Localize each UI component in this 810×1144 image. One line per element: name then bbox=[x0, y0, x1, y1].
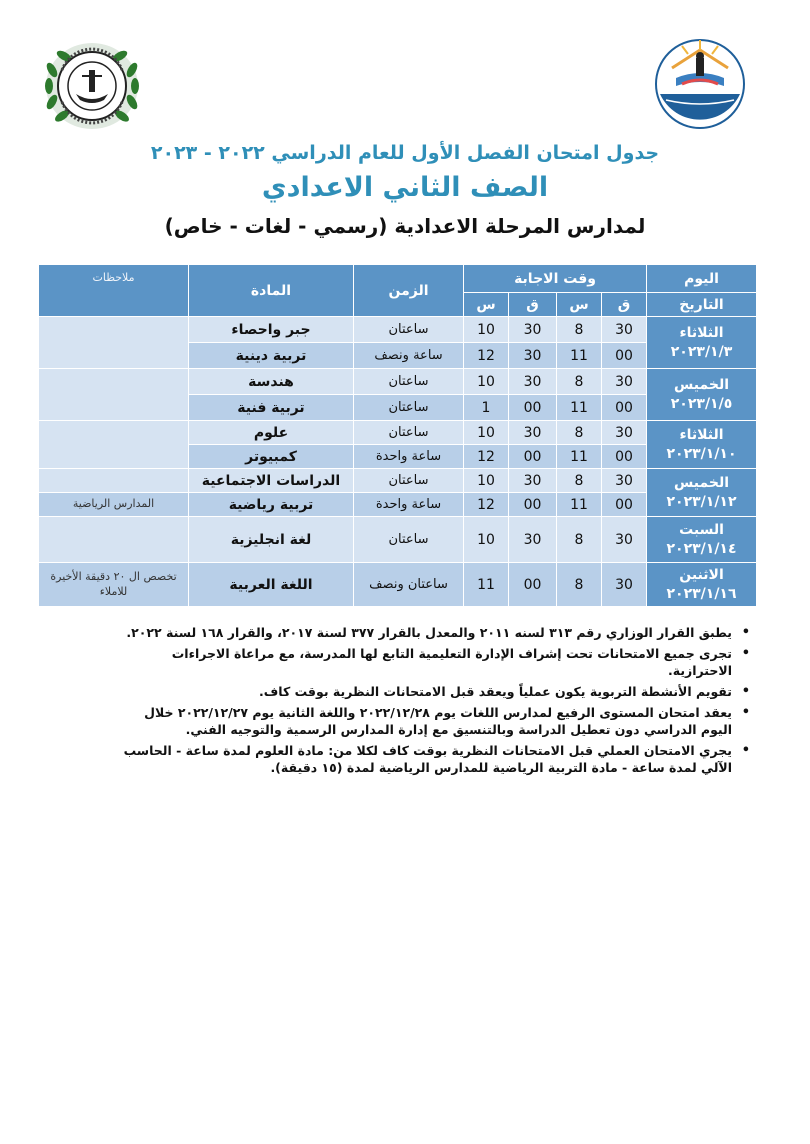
table-cell: 11 bbox=[464, 563, 509, 607]
table-cell: 10 bbox=[464, 469, 509, 493]
subject-cell: الدراسات الاجتماعية bbox=[189, 469, 354, 493]
duration-cell: ساعتان ونصف bbox=[354, 563, 464, 607]
table-cell: 12 bbox=[464, 493, 509, 517]
table-cell: 8 bbox=[557, 469, 602, 493]
table-cell: 8 bbox=[557, 317, 602, 343]
duration-cell: ساعة ونصف bbox=[354, 343, 464, 369]
list-item bbox=[110, 683, 750, 700]
table-cell: 30 bbox=[509, 343, 557, 369]
table-cell: 00 bbox=[602, 343, 647, 369]
duration-header: الزمن bbox=[354, 265, 464, 317]
day-cell: الثلاثاء ٢٠٢٣/١/١٠ bbox=[647, 421, 757, 469]
table-cell: 11 bbox=[557, 493, 602, 517]
table-cell: 00 bbox=[602, 493, 647, 517]
notes-header: ملاحظات bbox=[39, 265, 189, 317]
table-cell: 30 bbox=[602, 369, 647, 395]
subject-header: المادة bbox=[189, 265, 354, 317]
table-cell: 30 bbox=[602, 469, 647, 493]
note-cell: المدارس الرياضية bbox=[39, 493, 189, 517]
schools-subtitle: لمدارس المرحلة الاعدادية (رسمي - لغات - خاص) bbox=[164, 214, 646, 238]
bullet-icon: • bbox=[741, 705, 750, 720]
note-cell: تخصص ال ٢٠ دقيقة الأخيرة للاملاء bbox=[39, 563, 189, 607]
table-cell: 00 bbox=[509, 445, 557, 469]
grade-title: الصف الثاني الاعدادي bbox=[261, 172, 549, 203]
table-cell: 30 bbox=[509, 421, 557, 445]
table-cell: 10 bbox=[464, 517, 509, 563]
table-cell: 12 bbox=[464, 445, 509, 469]
exam-schedule-title: جدول امتحان الفصل الأول للعام الدراسي ٢٠٢٢ - ٢٠٢٣ bbox=[150, 142, 660, 164]
table-cell: 11 bbox=[557, 343, 602, 369]
list-item bbox=[110, 704, 750, 738]
table-cell: 30 bbox=[509, 469, 557, 493]
table-cell: 1 bbox=[464, 395, 509, 421]
subject-cell: اللغة العربية bbox=[189, 563, 354, 607]
subject-cell: هندسة bbox=[189, 369, 354, 395]
col-header-q2: ق bbox=[509, 293, 557, 317]
duration-cell: ساعتان bbox=[354, 317, 464, 343]
subject-cell: علوم bbox=[189, 421, 354, 445]
table-row bbox=[39, 317, 757, 343]
col-header-s2: س bbox=[464, 293, 509, 317]
duration-cell: ساعتان bbox=[354, 421, 464, 445]
note-cell bbox=[39, 469, 189, 493]
table-cell: 8 bbox=[557, 563, 602, 607]
answer-time-header: وقت الاجابة bbox=[464, 265, 647, 293]
table-cell: 00 bbox=[509, 563, 557, 607]
subject-cell: تربية رياضية bbox=[189, 493, 354, 517]
table-cell: 00 bbox=[602, 395, 647, 421]
duration-cell: ساعة واحدة bbox=[354, 445, 464, 469]
col-header-s1: س bbox=[557, 293, 602, 317]
note-text: تجرى جميع الامتحانات تحت إشراف الإدارة التعليمية التابع لها المدرسة، مع مراعاة الاجراءات الاحترازية. bbox=[171, 646, 732, 678]
note-text: تقويم الأنشطة التربوية يكون عملياً ويعقد قبل الامتحانات النظرية بوقت كاف. bbox=[258, 684, 732, 699]
table-cell: 10 bbox=[464, 317, 509, 343]
governorate-seal-logo bbox=[42, 40, 142, 132]
subject-cell: كمبيوتر bbox=[189, 445, 354, 469]
duration-cell: ساعتان bbox=[354, 369, 464, 395]
table-row bbox=[39, 369, 757, 395]
duration-cell: ساعتان bbox=[354, 469, 464, 493]
table-cell: 11 bbox=[557, 445, 602, 469]
exam-schedule-table bbox=[38, 264, 757, 607]
day-cell: الخميس ٢٠٢٣/١/١٢ bbox=[647, 469, 757, 517]
table-cell: 00 bbox=[509, 395, 557, 421]
table-row bbox=[39, 517, 757, 563]
bullet-icon: • bbox=[741, 625, 750, 640]
bullet-icon: • bbox=[741, 684, 750, 699]
table-cell: 00 bbox=[602, 445, 647, 469]
notes-list bbox=[110, 624, 750, 780]
day-cell: الاثنين ٢٠٢٣/١/١٦ bbox=[647, 563, 757, 607]
subject-cell: تربية فنية bbox=[189, 395, 354, 421]
note-cell bbox=[39, 421, 189, 469]
table-row bbox=[39, 563, 757, 607]
table-cell: 30 bbox=[602, 563, 647, 607]
day-cell: الثلاثاء ٢٠٢٣/١/٣ bbox=[647, 317, 757, 369]
list-item bbox=[110, 645, 750, 679]
date-header: التاريخ bbox=[647, 293, 757, 317]
table-cell: 8 bbox=[557, 421, 602, 445]
table-cell: 30 bbox=[602, 317, 647, 343]
bullet-icon: • bbox=[741, 646, 750, 661]
day-cell: الخميس ٢٠٢٣/١/٥ bbox=[647, 369, 757, 421]
table-cell: 30 bbox=[509, 369, 557, 395]
table-cell: 11 bbox=[557, 395, 602, 421]
table-row bbox=[39, 469, 757, 493]
duration-cell: ساعة واحدة bbox=[354, 493, 464, 517]
table-cell: 12 bbox=[464, 343, 509, 369]
col-header-q1: ق bbox=[602, 293, 647, 317]
day-header: اليوم bbox=[647, 265, 757, 293]
table-cell: 30 bbox=[602, 517, 647, 563]
education-directorate-logo bbox=[652, 38, 748, 130]
table-cell: 30 bbox=[602, 421, 647, 445]
list-item bbox=[110, 624, 750, 641]
subject-cell: لغة انجليزية bbox=[189, 517, 354, 563]
table-cell: 8 bbox=[557, 517, 602, 563]
bullet-icon: • bbox=[741, 743, 750, 758]
subject-cell: تربية دينية bbox=[189, 343, 354, 369]
note-text: يعقد امتحان المستوى الرفيع لمدارس اللغات يوم ٢٠٢٢/١٢/٢٨ واللغة الثانية يوم ٢٠٢٢/١٢/٢٧ خلال اليوم الدراسي دون تعطيل الدراسة وبالتنسيق مع إدارة المدارس الرسمية والتوجيه الفني. bbox=[144, 705, 732, 737]
note-text: يطبق القرار الوزاري رقم ٣١٣ لسنه ٢٠١١ والمعدل بالقرار ٣٧٧ لسنة ٢٠١٧، والقرار ١٦٨ لسنة ٢٠٢٢. bbox=[126, 625, 732, 640]
day-cell: السبت ٢٠٢٣/١/١٤ bbox=[647, 517, 757, 563]
table-cell: 10 bbox=[464, 421, 509, 445]
table-row bbox=[39, 421, 757, 445]
duration-cell: ساعتان bbox=[354, 517, 464, 563]
table-cell: 30 bbox=[509, 517, 557, 563]
duration-cell: ساعتان bbox=[354, 395, 464, 421]
note-text: يجري الامتحان العملي قبل الامتحانات النظرية بوقت كاف لكلا من: مادة العلوم لمدة ساعة - الحاسب الآلي لمدة ساعة - مادة التربية الرياضية للمدارس الرياضية لمدة (١٥ دقيقة). bbox=[123, 743, 732, 775]
table-cell: 30 bbox=[509, 317, 557, 343]
list-item bbox=[110, 742, 750, 776]
subject-cell: جبر واحصاء bbox=[189, 317, 354, 343]
table-cell: 00 bbox=[509, 493, 557, 517]
table-cell: 8 bbox=[557, 369, 602, 395]
note-cell bbox=[39, 317, 189, 369]
note-cell bbox=[39, 369, 189, 421]
note-cell bbox=[39, 517, 189, 563]
table-cell: 10 bbox=[464, 369, 509, 395]
